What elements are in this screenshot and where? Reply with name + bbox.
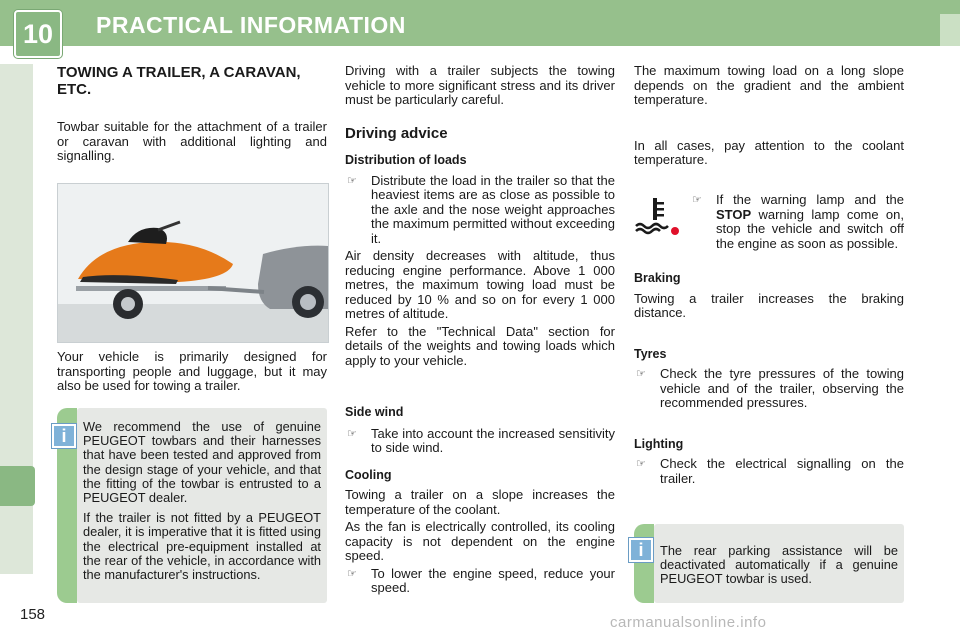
tyres-heading: Tyres [634, 346, 667, 361]
page-number: 158 [20, 606, 46, 623]
warning-text-start: If the warning lamp and the [716, 192, 904, 207]
lighting-heading: Lighting [634, 436, 684, 451]
bullet-text: Distribute the load in the trailer so that the heaviest items are as close as possible to the axle and the nose weight approaches the maximum permitted without exceeding it. [371, 172, 615, 246]
jetski-trailer-illustration [58, 184, 328, 342]
info-text-left [83, 420, 321, 582]
column-2 [345, 64, 615, 368]
warning-text [716, 193, 904, 251]
bullet-item [345, 567, 615, 596]
driving-advice-heading: Driving advice [345, 124, 448, 142]
pointing-hand-icon: ☞ [347, 427, 357, 440]
pointing-hand-icon: ☞ [347, 174, 357, 187]
bullet-text: Check the electrical signalling on the trailer. [660, 456, 904, 486]
refer-text: Refer to the "Technical Data" section for details of the weights and towing loads which apply to your vehicle. [345, 323, 615, 368]
info-paragraph: The rear parking assistance will be deactivated automatically if a genuine PEUGEOT towbar is used. [660, 543, 898, 587]
bullet-item [690, 193, 904, 251]
section-title: TOWING A TRAILER, A CARAVAN, ETC. [57, 64, 301, 98]
warning-text-end: warning lamp come on, stop the vehicle and switch off the engine as soon as possible. [716, 206, 904, 251]
pointing-hand-icon: ☞ [692, 194, 702, 206]
pointing-hand-icon: ☞ [636, 368, 646, 380]
info-strip-right [634, 524, 654, 603]
bullet-item [634, 367, 904, 411]
coolant-text: In all cases, pay attention to the coolant temperature. [634, 137, 904, 167]
column-1-lower [57, 350, 327, 394]
side-wind-heading: Side wind [345, 405, 404, 419]
bullet-text: Take into account the increased sensitivity to side wind. [371, 425, 615, 455]
cooling-heading: Cooling [345, 467, 392, 482]
chapter-side-tab [0, 466, 35, 506]
info-paragraph-1: We recommend the use of genuine PEUGEOT towbars and their harnesses that have been tested and approved from the design stage of your vehicle, and that the fitting of the towbar is entrusted to a PEUGEOT dealer. [83, 419, 321, 506]
header-tab [940, 14, 960, 46]
bullet-item [345, 427, 615, 456]
trailer-photo [57, 183, 329, 343]
cooling-text-1: Towing a trailer on a slope increases the temperature of the coolant. [345, 487, 615, 517]
bullet-text: To lower the engine speed, reduce your speed. [371, 565, 615, 595]
column-3 [634, 64, 904, 168]
braking-heading: Braking [634, 271, 681, 285]
column-3-lower [634, 271, 904, 486]
intro-text: Towbar suitable for the attachment of a trailer or caravan with additional lighting and signalling. [57, 119, 327, 163]
coolant-temperature-icon [634, 196, 680, 236]
air-density-text: Air density decreases with altitude, thus reducing engine performance. Above 1 000 metres, the maximum towing load must be reduced by 10 % and so on for every 1 000 metres of altitude. [345, 248, 615, 321]
braking-text: Towing a trailer increases the braking distance. [634, 290, 904, 320]
pointing-hand-icon: ☞ [636, 458, 646, 470]
bullet-item [634, 457, 904, 486]
info-paragraph-2: If the trailer is not fitted by a PEUGEOT dealer, it is imperative that it is fitted using the electrical pre-equipment installed at the rear of the vehicle, in accordance with the manufacturer's instructions. [83, 510, 321, 583]
column-2-lower [345, 405, 615, 596]
info-icon: i [52, 424, 76, 448]
distribution-heading: Distribution of loads [345, 153, 467, 167]
stop-label: STOP [716, 206, 752, 222]
page-title: PRACTICAL INFORMATION [96, 12, 406, 38]
usage-text: Your vehicle is primarily designed for transporting people and luggage, but it may also be used for towing a trailer. [57, 349, 327, 393]
bullet-text: Check the tyre pressures of the towing vehicle and of the trailer, observing the recommended pressures. [660, 366, 904, 410]
max-load-text: The maximum towing load on a long slope depends on the gradient and the ambient temperature. [634, 63, 904, 107]
warning-block [690, 193, 904, 251]
cooling-text-2: As the fan is electrically controlled, its cooling capacity is not dependent on the engine speed. [345, 519, 615, 563]
info-text-right [660, 544, 898, 587]
chapter-number: 10 [14, 10, 62, 58]
bullet-item [345, 174, 615, 247]
pointing-hand-icon: ☞ [347, 567, 357, 580]
intro-text: Driving with a trailer subjects the towing vehicle to more significant stress and its driver must be particularly careful. [345, 63, 615, 107]
column-1 [57, 64, 327, 164]
footer-watermark: carmanualsonline.info [610, 614, 767, 631]
info-icon: i [629, 538, 653, 562]
